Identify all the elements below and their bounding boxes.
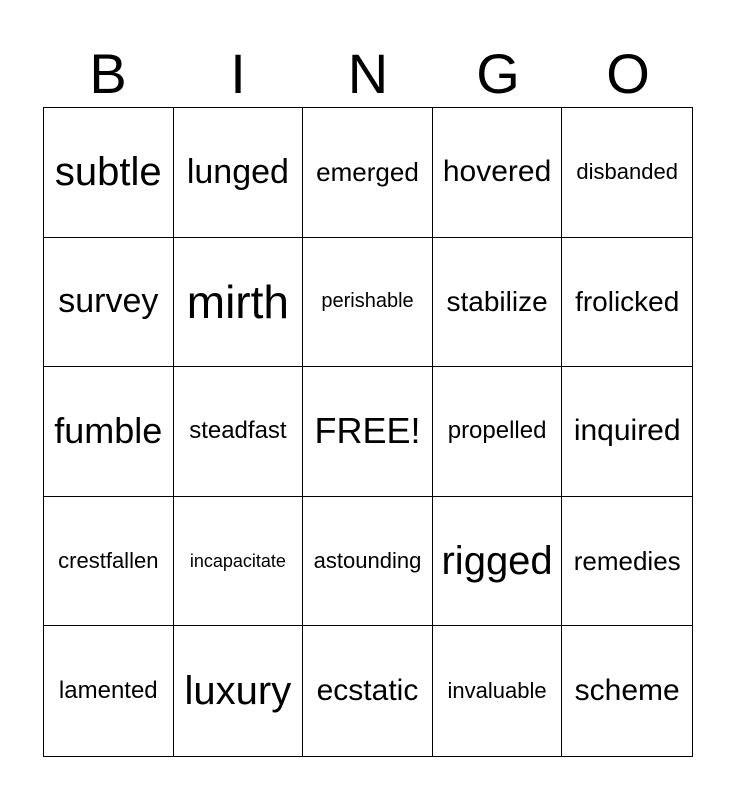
bingo-cell[interactable] <box>174 497 304 627</box>
cell-word: perishable <box>321 290 414 313</box>
bingo-cell[interactable] <box>44 238 174 368</box>
cell-word: invaluable <box>447 678 547 704</box>
bingo-cell[interactable] <box>433 367 563 497</box>
header-letter-b: B <box>89 42 127 105</box>
bingo-header <box>43 40 693 108</box>
cell-word: inquired <box>573 414 681 448</box>
cell-word: rigged <box>441 538 553 583</box>
cell-word: luxury <box>184 668 292 713</box>
cell-word: mirth <box>186 275 289 328</box>
cell-word: propelled <box>447 417 547 445</box>
bingo-free-cell[interactable] <box>303 367 433 497</box>
bingo-cell[interactable] <box>433 108 563 238</box>
bingo-cell[interactable] <box>433 626 563 756</box>
bingo-card <box>43 107 693 757</box>
cell-word: hovered <box>442 155 552 189</box>
cell-word: lamented <box>58 677 158 705</box>
cell-word: survey <box>58 282 159 321</box>
cell-word: ecstatic <box>316 674 419 708</box>
cell-word: incapacitate <box>189 550 286 571</box>
cell-word: steadfast <box>189 417 287 445</box>
cell-word: crestfallen <box>58 548 159 574</box>
bingo-cell[interactable] <box>44 367 174 497</box>
cell-word: scheme <box>574 674 680 708</box>
bingo-cell[interactable] <box>303 108 433 238</box>
header-letter-i: I <box>230 42 246 105</box>
bingo-cell[interactable] <box>174 367 304 497</box>
bingo-cell[interactable] <box>44 497 174 627</box>
cell-word: remedies <box>573 545 681 576</box>
cell-word: astounding <box>313 548 422 574</box>
bingo-cell[interactable] <box>174 108 304 238</box>
cell-word: emerged <box>316 156 419 187</box>
bingo-cell[interactable] <box>433 238 563 368</box>
header-letter-n: N <box>347 42 389 105</box>
bingo-cell[interactable] <box>562 367 692 497</box>
bingo-cell[interactable] <box>174 238 304 368</box>
bingo-cell[interactable] <box>433 497 563 627</box>
header-letter-o: O <box>606 42 650 105</box>
bingo-cell[interactable] <box>174 626 304 756</box>
bingo-cell[interactable] <box>562 497 692 627</box>
bingo-cell[interactable] <box>562 238 692 368</box>
free-space-label: FREE! <box>314 410 421 452</box>
cell-word: fumble <box>54 410 163 452</box>
bingo-cell[interactable] <box>562 626 692 756</box>
bingo-cell[interactable] <box>44 108 174 238</box>
cell-word: frolicked <box>575 285 680 317</box>
cell-word: lunged <box>186 152 289 191</box>
bingo-cell[interactable] <box>303 497 433 627</box>
cell-word: disbanded <box>576 159 678 185</box>
bingo-cell[interactable] <box>562 108 692 238</box>
header-letter-g: G <box>476 42 520 105</box>
cell-word: subtle <box>54 149 162 194</box>
bingo-cell[interactable] <box>303 626 433 756</box>
bingo-cell[interactable] <box>303 238 433 368</box>
bingo-cell[interactable] <box>44 626 174 756</box>
cell-word: stabilize <box>446 285 548 317</box>
